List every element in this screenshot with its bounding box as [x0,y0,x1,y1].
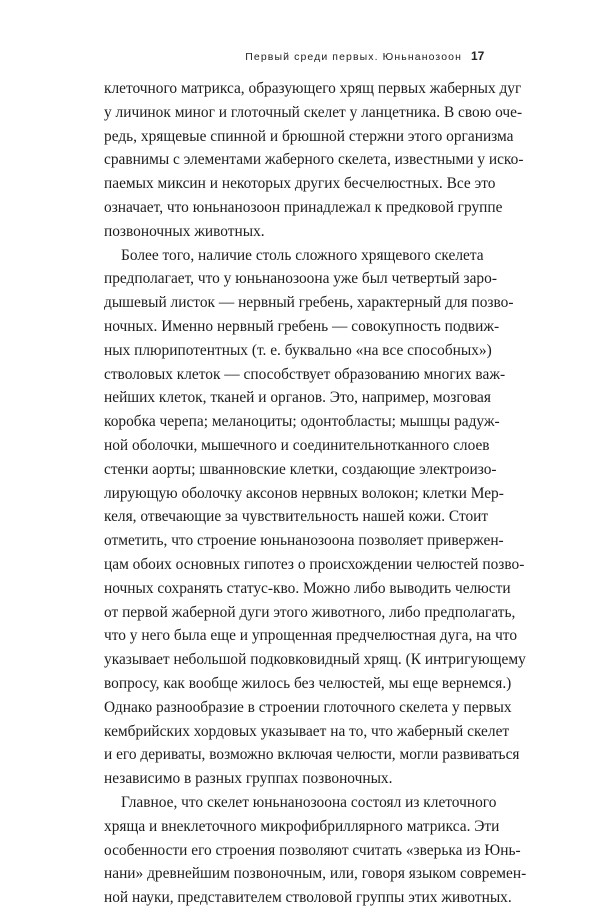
body-text [104,77,527,910]
text-line: Более того, наличие столь сложного хрящевого скелета [121,246,484,264]
text-line: от первой жаберной дуги этого животного, либо предполагать, [104,603,516,621]
text-line: указывает небольшой подковковидный хрящ. (К интригующему [104,651,526,669]
text-line: хряща и внеклеточного микрофибриллярного матрикса. Эти [104,817,500,835]
text-line: стволовых клеток — способствует образованию многих важ- [104,365,506,383]
text-line: ных плюрипотентных (т. е. буквально «на все способных») [104,341,492,359]
text-line: лирующую оболочку аксонов нервных волокон; клетки Мер- [104,484,504,502]
text-line: паемых миксин и некоторых других бесчелюстных. Все это [104,175,496,193]
text-line: отметить, что строение юньнанозоона позволяет привержен- [104,532,504,550]
text-line: что у него была еще и упрощенная предчелюстная дуга, на что [104,627,518,645]
text-line: дышевый листок — нервный гребень, характерный для позво- [104,294,514,312]
paragraph-3 [104,791,527,910]
text-line: сравнимы с элементами жаберного скелета, известными у иско- [104,151,524,169]
text-line: ночных. Именно нервный гребень — совокупность подвиж- [104,317,500,335]
text-line: ной оболочки, мышечного и соединительнотканного слоев [104,436,490,454]
paragraph-1 [104,77,524,244]
text-line: особенности его строения позволяют считать «зверька из Юнь- [104,841,521,859]
text-line: Главное, что скелет юньнанозоона состоял из клеточного [121,793,497,811]
paragraph-2 [104,244,526,791]
text-line: ночных сохранять статус-кво. Можно либо выводить челюсти [104,579,511,597]
text-line: позвоночных животных. [104,222,265,240]
page-number: 17 [471,49,485,63]
text-line: келя, отвечающие за чувствительность нашей кожи. Стоит [104,508,489,526]
text-line: вопросу, как вообще жилось без челюстей, мы еще вернемся.) [104,674,512,692]
text-line: клеточного матрикса, образующего хрящ первых жаберных дуг [104,80,522,97]
text-line: нейших клеток, тканей и органов. Это, например, мозговая [104,389,491,407]
text-line: независимо в разных группах позвоночных. [104,770,393,788]
text-line: и его дериваты, возможно включая челюсти, могли развиваться [104,746,520,764]
text-line: означает, что юньнанозоон принадлежал к предковой группе [104,198,503,216]
text-line: стенки аорты; шванновские клетки, создающие электроизо- [104,460,497,478]
text-line: у личинок миног и глоточный скелет у ланцетника. В свою оче- [104,103,523,121]
text-line: редь, хрящевые спинной и брюшной стержни этого организма [104,127,514,145]
text-line: Однако разнообразие в строении глоточного скелета у первых [104,698,512,716]
text-line: предполагает, что у юньнанозоона уже был четвертый заро- [104,270,497,288]
running-header: Первый среди первых. Юньнанозоон [245,51,462,63]
text-line: кембрийских хордовых указывает на то, что жаберный скелет [104,722,510,740]
text-line: нани» древнейшим позвоночным, или, говоря языком современ- [104,865,527,883]
text-line: цам обоих основных гипотез о происхождении челюстей позво- [104,555,525,573]
text-line: коробка черепа; меланоциты; одонтобласты; мышцы радуж- [104,413,500,431]
text-line: ной науки, представителем стволовой группы этих животных. [104,889,512,907]
